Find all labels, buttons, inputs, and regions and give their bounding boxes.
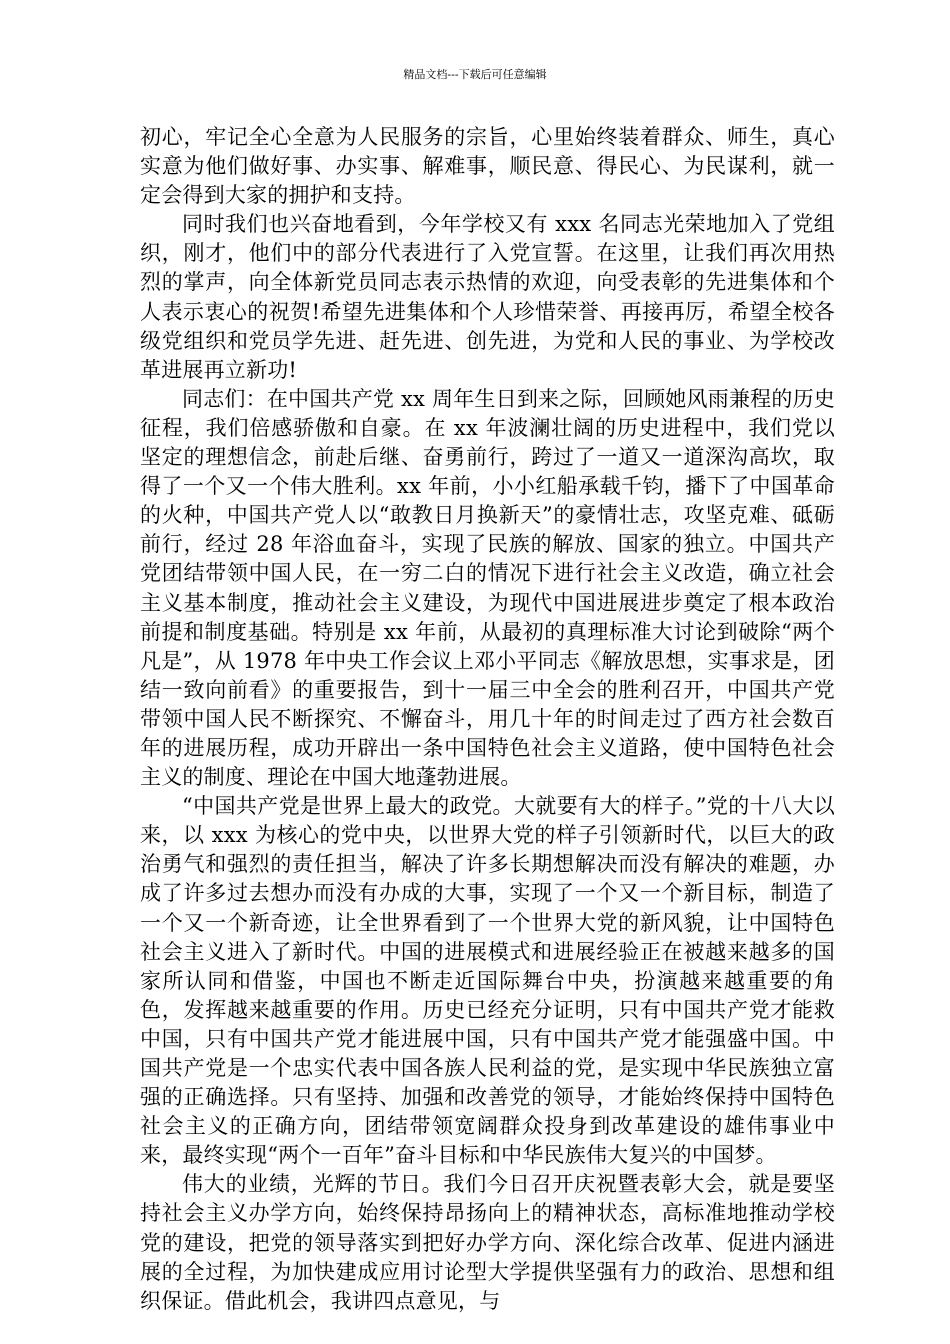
- paragraph-continued: 初心，牢记全心全意为人民服务的宗旨，心里始终装着群众、师生，真心实意为他们做好事、办实事、解难事，顺民意、得民心、为民谋利，就一定会得到大家的拥护和支持。: [140, 125, 835, 208]
- paragraph-celebration: 伟大的业绩，光辉的节日。我们今日召开庆祝暨表彰大会，就是要坚持社会主义办学方向，始终保持昂扬向上的精神状态，高标准地推动学校党的建设，把党的领导落实到把好办学方向、深化综合改革、促进内涵进展的全过程，为加快建成应用讨论型大学提供坚强有力的政治、思想和组织保证。借此机会，我讲四点意见，与: [140, 1172, 835, 1313]
- paragraph-new-members: 同时我们也兴奋地看到，今年学校又有 xxx 名同志光荣地加入了党组织，刚才，他们中的部分代表进行了入党宣誓。在这里，让我们再次用热烈的掌声，向全体新党员同志表示热情的欢迎，向受表彰的先进集体和个人表示衷心的祝贺!希望先进集体和个人珍惜荣誉、再接再厉，希望全校各级党组织和党员学先进、赶先进、创先进，为党和人民的事业、为学校改革进展再立新功!: [140, 212, 835, 382]
- document-body: [140, 123, 835, 1316]
- paragraph-history: 同志们：在中国共产党 xx 周年生日到来之际，回顾她风雨兼程的历史征程，我们倍感骄傲和自豪。在 xx 年波澜壮阔的历史进程中，我们党以坚定的理想信念，前赴后继、奋勇前行，跨过了一道又一道深沟高坎，取得了一个又一个伟大胜利。xx 年前，小小红船承载千钧，播下了中国革命的火种，中国共产党人以“敢教日月换新天”的豪情壮志，攻坚克难、砥砺前行，经过 28 年浴血奋斗，实现了民族的解放、国家的独立。中国共产党团结带领中国人民，在一穷二白的情况下进行社会主义改造，确立社会主义基本制度，推动社会主义建设，为现代中国进展进步奠定了根本政治前提和制度基础。特别是 xx 年前，从最初的真理标准大讨论到破除“两个凡是”，从 1978 年中央工作会议上邓小平同志《解放思想，实事求是，团结一致向前看》的重要报告，到十一届三中全会的胜利召开，中国共产党带领中国人民不断探究、不懈奋斗，用几十年的时间走过了西方社会数百年的进展历程，成功开辟出一条中国特色社会主义道路，使中国特色社会主义的制度、理论在中国大地蓬勃进展。: [140, 386, 835, 790]
- paragraph-largest-party: “中国共产党是世界上最大的政党。大就要有大的样子。”党的十八大以来，以 xxx 为核心的党中央，以世界大党的样子引领新时代，以巨大的政治勇气和强烈的责任担当，解决了许多长期想解决而没有解决的难题，办成了许多过去想办而没有办成的大事，实现了一个又一个新目标，制造了一个又一个新奇迹，让全世界看到了一个世界大党的新风貌，让中国特色社会主义进入了新时代。中国的进展模式和进展经验正在被越来越多的国家所认同和借鉴，中国也不断走近国际舞台中央，扮演越来越重要的角色，发挥越来越重要的作用。历史已经充分证明，只有中国共产党才能救中国，只有中国共产党才能进展中国，只有中国共产党才能强盛中国。中国共产党是一个忠实代表中国各族人民利益的党，是实现中华民族独立富强的正确选择。只有坚持、加强和改善党的领导，才能始终保持中国特色社会主义的正确方向，团结带领宽阔群众投身到改革建设的雄伟事业中来，最终实现“两个一百年”奋斗目标和中华民族伟大复兴的中国梦。: [140, 794, 835, 1168]
- page-header: 精品文档---下载后可任意编辑: [403, 68, 547, 81]
